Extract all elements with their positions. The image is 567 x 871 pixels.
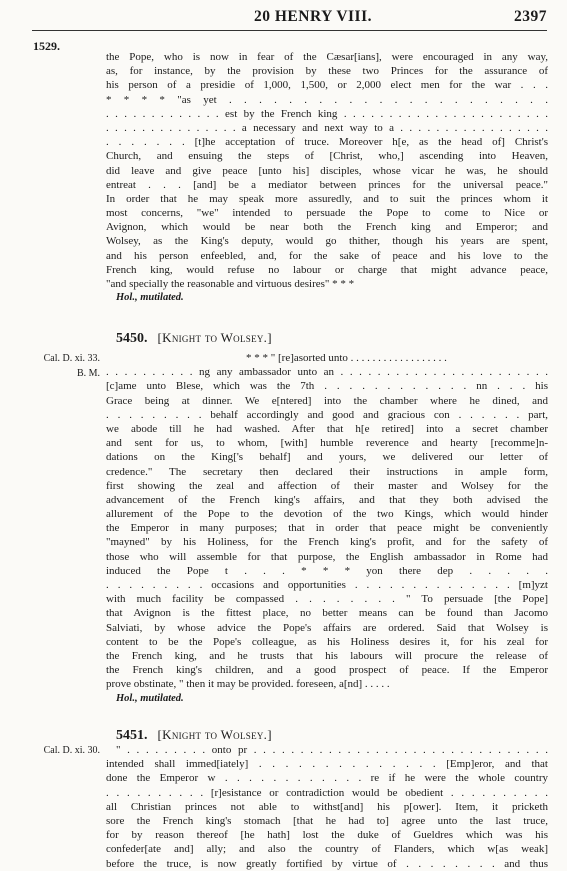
text-line: those who will assemble for that purpose, the English ambassador in Rome had xyxy=(106,550,548,563)
text-line: French king, would refuse no labour or charge that might advance peace, xyxy=(106,263,548,276)
text-line: * * * " [re]asorted unto . . . . . . . . . . . . . . . . . . xyxy=(246,352,447,364)
entry-5450-text xyxy=(106,351,548,706)
text-line: . . . . . . . [t]he acceptation of truce. Moreover h[e, as the head of] Christ's xyxy=(106,136,548,149)
text-line: confeder[ate and] ally; and also the country of Flanders, which w[as weak] xyxy=(106,843,548,856)
margin-reference xyxy=(10,352,100,381)
repository-reference: B. M. xyxy=(76,367,100,379)
text-line: done the Emperor w . . . . . . . . . . . . re if he were the whole country xyxy=(106,772,548,785)
entry-title: [Knight to Wolsey.] xyxy=(157,727,272,742)
page-number: 2397 xyxy=(514,8,547,25)
text-line: before the truce, is now greatly fortified by virtue of . . . . . . . . and thus xyxy=(106,857,548,870)
text-line: first showing the zeal and affection of their master and Wolsey for the xyxy=(106,479,548,492)
text-line: Church, and ensuing the steps of [Christ, who,] ascending into Heaven, xyxy=(106,150,548,163)
text-line: did leave and give peace [unto his] disciples, whose vicar he was, he should xyxy=(106,164,548,177)
text-line: allurement of the Pope to the devotion of the two Kings, which would hinder xyxy=(106,508,548,521)
text-line: we abode till he had washed. After that h[e retired] into a secret chamber xyxy=(106,422,548,435)
text-line: * * * * "as yet . . . . . . . . . . . . . . . . . . . . . . xyxy=(106,93,548,106)
text-line: . . . . . . . . . . [r]esistance or contradiction would be obedient . . . . . . . . . . xyxy=(106,786,548,799)
text-line: all Christian princes not able to withst[and] his p[ower]. Item, it pricketh xyxy=(106,800,548,813)
text-line: advancement of the French king's affairs, and that they both advised the xyxy=(106,493,548,506)
text-line: . . . . . . . . . . . . . est by the French king . . . . . . . . . . . . . . . . . . . . . . . xyxy=(106,107,548,120)
text-line: for by reason thereof [he hath] lost the duke of Gueldres which was his xyxy=(106,829,548,842)
source-note: Hol., mutilated. xyxy=(116,292,184,304)
text-line: "and specially the reasonable and virtuous desires" * * * xyxy=(106,278,355,290)
text-line: and his person enfeebled, and, for the sake of peace and his love to the xyxy=(106,249,548,262)
margin-reference xyxy=(10,744,100,759)
text-line: the French king, and he trusts that his labours will procure the release of xyxy=(106,649,548,662)
text-line: Salviati, by whose advice the Pope's affairs are ordered. Said that Wolsey is xyxy=(106,621,548,634)
entry-heading-5450 xyxy=(116,330,272,347)
entry-number: 5451. xyxy=(116,728,148,743)
text-line: In order that he may speak more assuredly, and to suit the princes whom it xyxy=(106,192,548,205)
text-line: credence." The secretary then declared their instructions in ample form, xyxy=(106,465,548,478)
text-line: with much facility be compassed . . . . . . . . " To persuade [the Pope] xyxy=(106,593,548,606)
text-line: . . . . . . . . . . ng any ambassador unto an . . . . . . . . . . . . . . . . . . . . . . . xyxy=(106,366,548,379)
text-line: his person of a presidie of 1,000, 1,500, or 2,000 elect men for the war . . . xyxy=(106,79,548,92)
text-line: induced the Pope t . . . * * * yon there dep . . . . . xyxy=(106,564,548,577)
text-line: . . . . . . . . . . . . . . . a necessary and next way to a . . . . . . . . . . . . . . . . . xyxy=(106,121,548,134)
text-line: Wolsey, as the King's deputy, would go thither, though his years are spent, xyxy=(106,235,548,248)
text-line: sore the French king's stomach [that he had to] agree unto the last truce, xyxy=(106,814,548,827)
continuation-text xyxy=(106,50,548,305)
text-line: and sent for us, to whom, [with] humble reverence and hearty [recomme]n- xyxy=(106,437,548,450)
entry-title: [Knight to Wolsey.] xyxy=(157,330,272,345)
text-line: that Avignon is the fittest place, no better means can be found than Jacomo xyxy=(106,607,548,620)
running-head-title: 20 HENRY VIII. xyxy=(254,8,372,25)
entry-heading-5451 xyxy=(116,727,272,744)
text-line: prove obstinate, " then it may be provided. foreseen, a[nd] . . . . . xyxy=(106,678,390,691)
source-note: Hol., mutilated. xyxy=(116,692,184,704)
text-line: the Emperor in many purposes; that in order that peace might be conveniently xyxy=(106,522,548,535)
text-line: . . . . . . . . . behalf accordingly and good and gracious con . . . . . . part, xyxy=(106,408,548,421)
text-line: Grace being at dinner. We e[ntered] into the chamber where he dined, and xyxy=(106,394,548,407)
text-line: content to be the Pope's colleague, as his Holiness desires it, for his zeal for xyxy=(106,635,548,648)
text-line: entreat . . . [and] be a mediator between princes for the universal peace." xyxy=(106,178,548,191)
running-head xyxy=(0,8,567,30)
text-line: intended shall immed[iately] . . . . . . . . . . . . . . [Emp]eror, and that xyxy=(106,758,548,771)
year-marker: 1529. xyxy=(33,39,60,53)
header-rule xyxy=(32,30,547,31)
manuscript-reference: Cal. D. xi. 33. xyxy=(43,353,100,364)
text-line: [c]ame unto Blese, which was the 7th . . . . . . . . . . . . nn . . . his xyxy=(106,380,548,393)
text-line: Avignon, which would be near both the French king and Emperor; and xyxy=(106,221,548,234)
text-line: the Pope, who is now in fear of the Cæsar[ians], were encouraged in any way, xyxy=(106,51,548,63)
text-line: . . . . . . . . . occasions and opportunities . . . . . . . . . . . . . . [m]yzt xyxy=(106,579,548,591)
text-line: "mayned" by his Holiness, for the French king's profit, and for the safety of xyxy=(106,536,548,549)
text-line: dations on the King['s behalf] and yours, we delivered our letter of xyxy=(106,451,548,464)
text-line: most concerns, "we" intended to persuade the Pope to come to Nice or xyxy=(106,207,548,220)
text-line: " . . . . . . . . . onto pr . . . . . . . . . . . . . . . . . . . . . . . . . . . . . . . . xyxy=(116,744,548,756)
entry-number: 5450. xyxy=(116,331,148,346)
entry-5451-text xyxy=(106,743,548,871)
manuscript-reference: Cal. D. xi. 30. xyxy=(43,745,100,756)
text-line: the French king's children, and a good prospect of peace. If the Emperor xyxy=(106,664,548,677)
text-line: as, for instance, by the provision by these two Princes for the assurance of xyxy=(106,65,548,78)
